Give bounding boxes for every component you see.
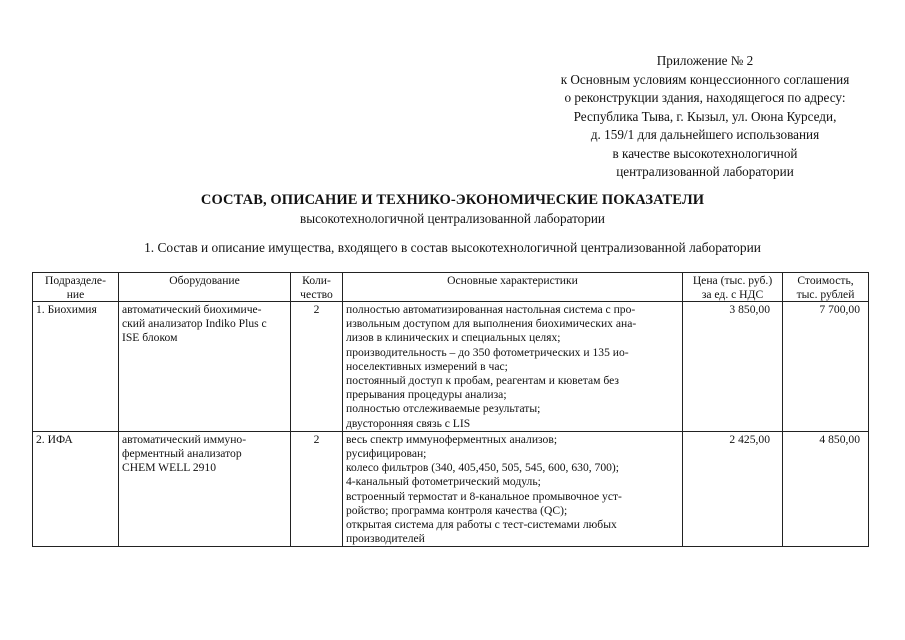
cell-equipment: автоматический иммуно- ферментный анализатор CHEM WELL 2910	[119, 431, 291, 547]
header-equipment: Оборудование	[119, 273, 291, 302]
property-table	[32, 272, 869, 547]
document-subtitle: высокотехнологичной централизованной лаборатории	[299, 211, 605, 226]
cell-division: 1. Биохимия	[33, 302, 119, 432]
cell-price: 2 425,00	[683, 431, 783, 547]
header-characteristics: Основные характеристики	[343, 273, 683, 302]
appendix-line: централизованной лаборатории	[616, 164, 794, 179]
cell-division: 2. ИФА	[33, 431, 119, 547]
appendix-line: к Основным условиям концессионного соглашения	[560, 71, 850, 87]
appendix-line: д. 159/1 для дальнейшего использования	[590, 127, 820, 142]
cell-equipment: автоматический биохимиче- ский анализатор Indiko Plus с ISE блоком	[119, 302, 291, 432]
table-header-row	[33, 273, 869, 302]
table-row	[33, 302, 869, 432]
header-price: Цена (тыс. руб.) за ед. с НДС	[683, 273, 783, 302]
header-division: Подразделе- ние	[33, 273, 119, 302]
cell-quantity: 2	[291, 302, 343, 432]
section-heading: 1. Состав и описание имущества, входящего в состав высокотехнологичной централизованной лаборатории	[144, 240, 761, 255]
cell-characteristics: весь спектр иммуноферментных анализов; русифицирован; колесо фильтров (340, 405,450, 505, 545, 600, 630, 700); 4-канальный фотометрический модуль; встроенный термостат и 8-канальное промывочное уст- ройство; программа контроля качества (QC); открытая система для работы с тест-системами любых производителей	[343, 431, 683, 547]
appendix-line: о реконструкции здания, находящегося по адресу:	[564, 90, 846, 105]
header-cost: Стоимость, тыс. рублей	[783, 273, 869, 302]
document-title: СОСТАВ, ОПИСАНИЕ И ТЕХНИКО-ЭКОНОМИЧЕСКИЕ ПОКАЗАТЕЛИ	[200, 192, 705, 208]
appendix-line: Приложение № 2	[656, 53, 754, 68]
appendix-header	[520, 52, 890, 182]
appendix-line: Республика Тыва, г. Кызыл, ул. Оюна Курседи,	[573, 108, 837, 124]
cell-cost: 7 700,00	[783, 302, 869, 432]
cell-price: 3 850,00	[683, 302, 783, 432]
appendix-line: в качестве высокотехнологичной	[612, 145, 798, 161]
header-quantity: Коли- чество	[291, 273, 343, 302]
cell-characteristics: полностью автоматизированная настольная система с про- извольным доступом для выполнения биохимических ана- лизов в клинических и специальных целях; производительность – до 350 фотометрических и 135 ио- носелективных измерений в час; постоянный доступ к пробам, реагентам и кюветам без прерывания процедуры анализа; полностью отслеживаемые результаты; двусторонняя связь с LIS	[343, 302, 683, 432]
cell-quantity: 2	[291, 431, 343, 547]
cell-cost: 4 850,00	[783, 431, 869, 547]
table-row	[33, 431, 869, 547]
